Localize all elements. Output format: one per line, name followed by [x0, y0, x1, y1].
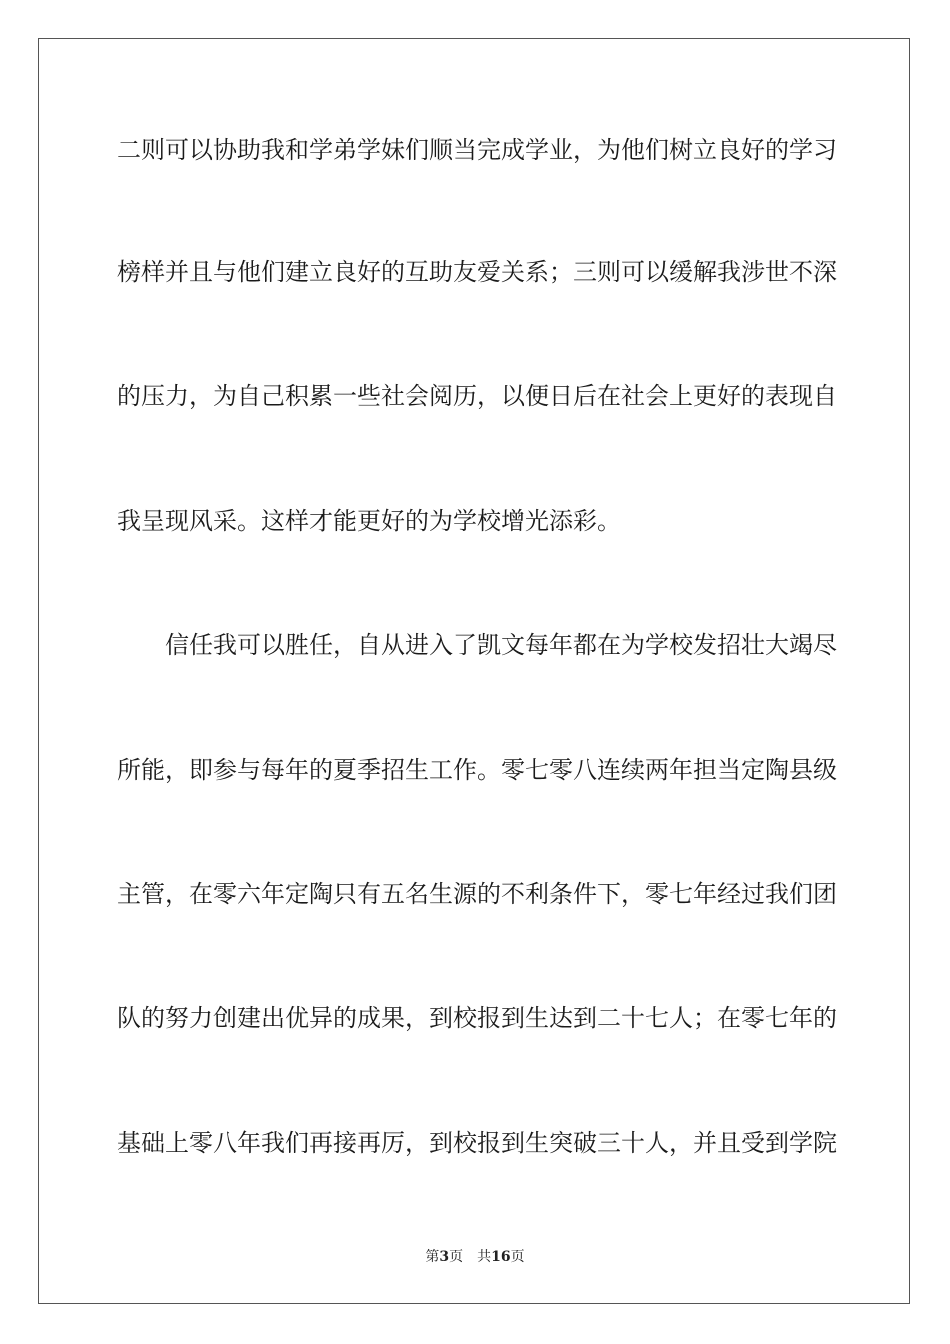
page-border [38, 38, 910, 1304]
total-suffix: 页 [510, 1249, 525, 1265]
total-prefix: 共 [477, 1249, 492, 1265]
text-line-5-paragraph-start: 信任我可以胜任，自从进入了凯文每年都在为学校发招壮大竭尽 [165, 631, 837, 659]
page-suffix: 页 [449, 1249, 464, 1265]
text-line-8: 队的努力创建出优异的成果，到校报到生达到二十七人；在零七年的 [117, 1004, 837, 1032]
page-prefix: 第 [425, 1249, 440, 1265]
page-number: 3 [439, 1249, 450, 1265]
text-line-6: 所能，即参与每年的夏季招生工作。零七零八连续两年担当定陶县级 [117, 756, 837, 784]
text-line-4: 我呈现风采。这样才能更好的为学校增光添彩。 [117, 507, 621, 535]
text-line-1: 二则可以协助我和学弟学妹们顺当完成学业，为他们树立良好的学习 [117, 136, 837, 164]
text-line-7: 主管，在零六年定陶只有五名生源的不利条件下，零七年经过我们团 [117, 880, 837, 908]
total-pages: 16 [491, 1249, 511, 1265]
text-line-9: 基础上零八年我们再接再厉，到校报到生突破三十人，并且受到学院 [117, 1129, 837, 1157]
text-line-3: 的压力，为自己积累一些社会阅历，以便日后在社会上更好的表现自 [117, 382, 837, 410]
page-footer [0, 1248, 950, 1266]
text-line-2: 榜样并且与他们建立良好的互助友爱关系；三则可以缓解我涉世不深 [117, 258, 837, 286]
